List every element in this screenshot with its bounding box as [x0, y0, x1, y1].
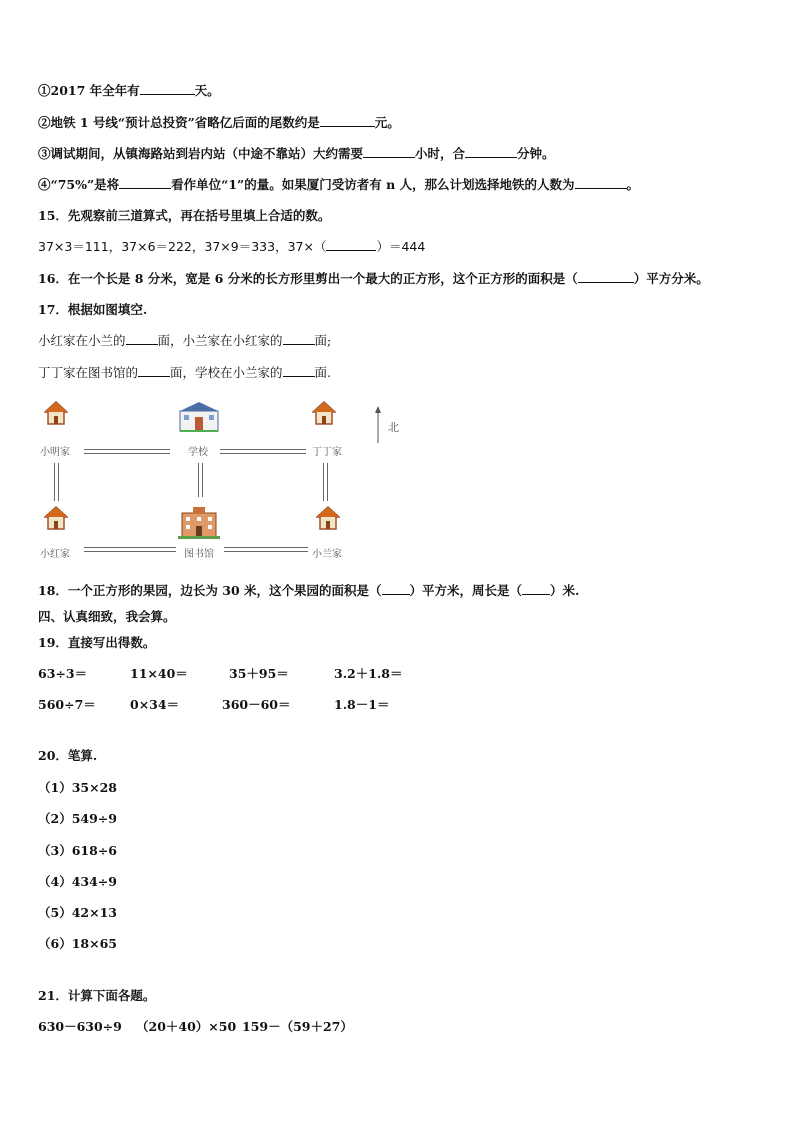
road: [84, 449, 170, 454]
road: [220, 449, 306, 454]
q20-item: （5）42×13: [38, 905, 117, 920]
road: [198, 463, 203, 497]
q14-item3-mid: 小时，合: [415, 146, 466, 161]
q19-item: 360－60＝: [222, 697, 291, 712]
answer-blank[interactable]: [126, 332, 158, 345]
q17-line2-c: 面.: [314, 365, 332, 380]
q16-text: 16．在一个长是 8 分米，宽是 6 分米的长方形里剪出一个最大的正方形，这个正方形的面积是（: [38, 271, 578, 286]
q15-title: 15．先观察前三道算式，再在括号里填上合适的数。: [38, 208, 331, 223]
q15-expression: [38, 238, 425, 256]
q20-item: （6）18×65: [38, 936, 117, 951]
q20-item: （1）35×28: [38, 780, 117, 795]
q20-title: 20．笔算.: [38, 748, 98, 763]
q19-item: 1.8－1＝: [334, 697, 390, 712]
house-icon: [44, 505, 68, 531]
north-arrow-icon: [372, 405, 384, 445]
answer-blank[interactable]: [283, 332, 315, 345]
q21-expr: 159－（59＋27）: [242, 1019, 353, 1034]
q18-question: [38, 582, 579, 600]
answer-blank[interactable]: [382, 582, 410, 595]
house-icon: [312, 400, 336, 426]
answer-blank[interactable]: [140, 82, 195, 95]
q14-item2-text: ②地铁 1 号线“预计总投资”省略亿后面的尾数约是: [38, 115, 320, 130]
q16-question: [38, 270, 709, 288]
q18-text: 18．一个正方形的果园，边长为 30 米，这个果园的面积是（: [38, 583, 382, 598]
q18-mid: ）平方米，周长是（: [409, 583, 523, 598]
map-label-dingding: 丁丁家: [312, 447, 342, 458]
answer-blank[interactable]: [578, 270, 634, 283]
q17-line1-b: 面，小兰家在小红家的: [157, 333, 283, 348]
q14-item4-text: ④“75%”是将: [38, 177, 120, 192]
q14-item1-text: ①2017 年全年有: [38, 83, 140, 98]
q14-item2-suffix: 元。: [374, 115, 400, 130]
road: [224, 547, 308, 552]
q14-item4-suffix: 。: [626, 177, 640, 192]
answer-blank[interactable]: [138, 364, 170, 377]
answer-blank[interactable]: [363, 145, 415, 158]
q21-expr: （20＋40）×50: [136, 1019, 237, 1034]
road: [323, 463, 328, 501]
q20-item: （2）549÷9: [38, 811, 117, 826]
q19-title: 19．直接写出得数。: [38, 635, 156, 650]
map-label-library: 图书馆: [184, 549, 214, 560]
q19-item: 3.2＋1.8＝: [334, 666, 403, 681]
q14-item1-suffix: 天。: [194, 83, 220, 98]
q19-item: 560÷7＝: [38, 697, 96, 712]
q19-item: 11×40＝: [130, 666, 188, 681]
answer-blank[interactable]: [320, 114, 375, 127]
q17-line2-b: 面，学校在小兰家的: [170, 365, 283, 380]
q20-item: （4）434÷9: [38, 874, 117, 889]
q21-title: 21．计算下面各题。: [38, 988, 156, 1003]
q19-item: 0×34＝: [130, 697, 180, 712]
map-label-xiaohong: 小红家: [40, 549, 70, 560]
q17-line1-a: 小红家在小兰的: [38, 333, 126, 348]
house-icon: [316, 505, 340, 531]
house-icon: [44, 400, 68, 426]
q16-suffix: ）平方分米。: [633, 271, 709, 286]
section-heading: 四、认真细致，我会算。: [38, 609, 176, 624]
map-label-xiaoming: 小明家: [40, 447, 70, 458]
q15-expr-end: ）＝444: [376, 239, 426, 254]
q17-line2: [38, 364, 331, 382]
school-icon: [178, 401, 220, 433]
q14-item3-text: ③调试期间，从镇海路站到岩内站（中途不靠站）大约需要: [38, 146, 364, 161]
q19-item: 63÷3＝: [38, 666, 88, 681]
answer-blank[interactable]: [465, 145, 517, 158]
q18-suffix: ）米.: [550, 583, 580, 598]
answer-blank[interactable]: [119, 176, 171, 189]
q14-item4: [38, 176, 639, 194]
q14-item1: [38, 82, 220, 100]
answer-blank[interactable]: [283, 364, 315, 377]
map-label-school: 学校: [188, 447, 208, 458]
answer-blank[interactable]: [326, 238, 376, 251]
map-label-xiaolan: 小兰家: [312, 549, 342, 560]
q17-line1-c: 面;: [314, 333, 332, 348]
north-label: 北: [388, 421, 399, 434]
q14-item2: [38, 114, 400, 132]
answer-blank[interactable]: [522, 582, 550, 595]
q15-expr-text: 37×3＝111，37×6＝222，37×9＝333，37×（: [38, 239, 327, 254]
q21-expr: 630－630÷9: [38, 1019, 122, 1034]
q14-item3: [38, 145, 555, 163]
road: [84, 547, 176, 552]
q17-title: 17．根据如图填空.: [38, 302, 148, 317]
q14-item3-suffix: 分钟。: [517, 146, 555, 161]
library-icon: [178, 505, 220, 539]
q19-item: 35＋95＝: [229, 666, 289, 681]
direction-map: [38, 395, 418, 570]
road: [54, 463, 59, 501]
q14-item4-mid: 看作单位“1”的量。如果厦门受访者有 n 人，那么计划选择地铁的人数为: [171, 177, 575, 192]
q20-item: （3）618÷6: [38, 843, 117, 858]
q17-line1: [38, 332, 331, 350]
q17-line2-a: 丁丁家在图书馆的: [38, 365, 139, 380]
answer-blank[interactable]: [575, 176, 627, 189]
